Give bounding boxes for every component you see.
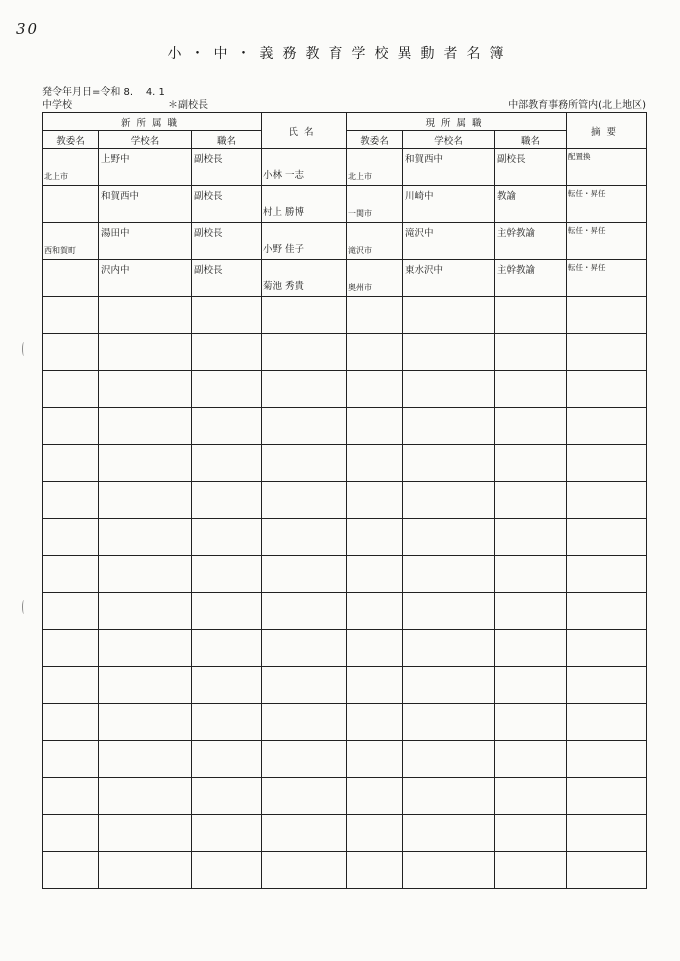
empty-cell xyxy=(567,630,647,667)
empty-cell xyxy=(99,667,192,704)
new-post: 副校長 xyxy=(194,154,223,165)
empty-cell xyxy=(403,815,495,852)
empty-cell xyxy=(262,371,347,408)
empty-cell xyxy=(262,704,347,741)
table-row xyxy=(43,186,647,223)
empty-table-row xyxy=(43,371,647,408)
empty-cell xyxy=(347,741,403,778)
empty-cell xyxy=(262,852,347,889)
empty-cell xyxy=(403,445,495,482)
scan-mark xyxy=(22,600,26,614)
person-name: 村上 勝博 xyxy=(263,207,305,218)
empty-cell xyxy=(192,593,262,630)
current-board: 奥州市 xyxy=(348,283,373,292)
empty-cell xyxy=(495,556,567,593)
empty-table-row xyxy=(43,815,647,852)
name-header: 氏名 xyxy=(262,113,347,149)
table-row xyxy=(43,149,647,186)
empty-cell xyxy=(347,408,403,445)
empty-cell xyxy=(403,408,495,445)
empty-cell xyxy=(192,741,262,778)
new-school-header: 学校名 xyxy=(99,131,192,149)
empty-cell xyxy=(567,519,647,556)
empty-cell xyxy=(495,630,567,667)
empty-cell xyxy=(403,519,495,556)
empty-table-row xyxy=(43,852,647,889)
office-label: 中部教育事務所管内(北上地区) xyxy=(508,100,646,111)
empty-cell xyxy=(43,334,99,371)
issue-date: 発令年月日=令和 8. 4. 1 xyxy=(42,87,165,98)
empty-cell xyxy=(347,704,403,741)
empty-cell xyxy=(192,371,262,408)
empty-cell xyxy=(192,815,262,852)
empty-cell xyxy=(192,519,262,556)
empty-cell xyxy=(99,778,192,815)
empty-cell xyxy=(43,778,99,815)
empty-cell xyxy=(43,482,99,519)
empty-cell xyxy=(99,482,192,519)
current-post: 主幹教諭 xyxy=(497,265,536,276)
empty-table-row xyxy=(43,778,647,815)
empty-cell xyxy=(99,630,192,667)
empty-cell xyxy=(567,667,647,704)
new-post-header: 職名 xyxy=(192,131,262,149)
empty-cell xyxy=(567,704,647,741)
empty-cell xyxy=(43,297,99,334)
empty-table-row xyxy=(43,334,647,371)
empty-cell xyxy=(495,852,567,889)
current-school: 川崎中 xyxy=(405,191,434,202)
empty-table-row xyxy=(43,297,647,334)
empty-table-row xyxy=(43,408,647,445)
empty-cell xyxy=(192,852,262,889)
new-school: 湯田中 xyxy=(101,228,130,239)
empty-table-row xyxy=(43,593,647,630)
current-post: 教諭 xyxy=(497,191,517,202)
empty-cell xyxy=(567,371,647,408)
empty-cell xyxy=(347,519,403,556)
empty-cell xyxy=(567,778,647,815)
empty-cell xyxy=(495,334,567,371)
new-post: 副校長 xyxy=(194,265,223,276)
empty-cell xyxy=(567,741,647,778)
table-row xyxy=(43,223,647,260)
table-row xyxy=(43,260,647,297)
scan-mark xyxy=(22,342,26,356)
empty-cell xyxy=(567,593,647,630)
current-post: 主幹教諭 xyxy=(497,228,536,239)
empty-cell xyxy=(403,630,495,667)
empty-cell xyxy=(347,815,403,852)
empty-table-row xyxy=(43,482,647,519)
empty-cell xyxy=(567,408,647,445)
empty-cell xyxy=(262,556,347,593)
empty-cell xyxy=(192,482,262,519)
new-board: 西和賀町 xyxy=(44,246,76,255)
school-level: 中学校 xyxy=(42,100,72,111)
empty-cell xyxy=(495,667,567,704)
current-school-header: 学校名 xyxy=(403,131,495,149)
new-school: 沢内中 xyxy=(101,265,130,276)
empty-cell xyxy=(403,741,495,778)
empty-table-row xyxy=(43,741,647,778)
empty-cell xyxy=(567,297,647,334)
empty-cell xyxy=(192,704,262,741)
remarks: 転任・昇任 xyxy=(568,189,606,198)
empty-cell xyxy=(192,334,262,371)
empty-cell xyxy=(192,778,262,815)
person-name: 小林 一志 xyxy=(263,170,305,181)
empty-cell xyxy=(567,815,647,852)
empty-cell xyxy=(262,297,347,334)
empty-table-row xyxy=(43,704,647,741)
empty-cell xyxy=(99,297,192,334)
empty-cell xyxy=(347,334,403,371)
empty-cell xyxy=(495,519,567,556)
empty-cell xyxy=(347,297,403,334)
remarks: 転任・昇任 xyxy=(568,263,606,272)
empty-table-row xyxy=(43,519,647,556)
empty-cell xyxy=(99,815,192,852)
page-number: 30 xyxy=(16,20,40,38)
empty-cell xyxy=(567,852,647,889)
empty-cell xyxy=(347,667,403,704)
empty-cell xyxy=(567,445,647,482)
empty-cell xyxy=(495,445,567,482)
empty-cell xyxy=(403,482,495,519)
remarks: 転任・昇任 xyxy=(568,226,606,235)
empty-cell xyxy=(495,593,567,630)
empty-cell xyxy=(403,778,495,815)
empty-cell xyxy=(403,556,495,593)
current-board: 滝沢市 xyxy=(348,246,373,255)
position-label: ＊副校長 xyxy=(168,100,208,111)
empty-cell xyxy=(262,778,347,815)
empty-cell xyxy=(347,778,403,815)
empty-cell xyxy=(192,297,262,334)
empty-cell xyxy=(262,593,347,630)
empty-cell xyxy=(347,630,403,667)
empty-cell xyxy=(403,297,495,334)
empty-cell xyxy=(43,371,99,408)
empty-cell xyxy=(403,667,495,704)
empty-cell xyxy=(99,593,192,630)
empty-cell xyxy=(495,815,567,852)
empty-cell xyxy=(495,371,567,408)
empty-cell xyxy=(403,593,495,630)
empty-cell xyxy=(495,778,567,815)
empty-cell xyxy=(43,593,99,630)
empty-cell xyxy=(192,408,262,445)
empty-table-row xyxy=(43,445,647,482)
empty-cell xyxy=(567,334,647,371)
empty-cell xyxy=(43,852,99,889)
empty-table-row xyxy=(43,556,647,593)
empty-cell xyxy=(192,445,262,482)
empty-cell xyxy=(43,445,99,482)
empty-cell xyxy=(347,556,403,593)
person-name: 小野 佳子 xyxy=(263,244,305,255)
empty-cell xyxy=(43,519,99,556)
empty-cell xyxy=(99,852,192,889)
remarks-header: 摘要 xyxy=(567,113,647,149)
new-board-header: 教委名 xyxy=(43,131,99,149)
new-affiliation-header: 新所属職 xyxy=(43,113,262,131)
current-board-header: 教委名 xyxy=(347,131,403,149)
empty-cell xyxy=(43,667,99,704)
empty-cell xyxy=(347,482,403,519)
empty-cell xyxy=(43,704,99,741)
empty-cell xyxy=(262,815,347,852)
current-affiliation-header: 現所属職 xyxy=(347,113,567,131)
empty-cell xyxy=(347,852,403,889)
person-name: 菊池 秀貴 xyxy=(263,281,305,292)
current-board: 北上市 xyxy=(348,172,373,181)
new-post: 副校長 xyxy=(194,228,223,239)
empty-cell xyxy=(99,408,192,445)
empty-cell xyxy=(99,371,192,408)
empty-cell xyxy=(495,741,567,778)
empty-cell xyxy=(99,519,192,556)
empty-cell xyxy=(262,445,347,482)
empty-table-row xyxy=(43,667,647,704)
current-post: 副校長 xyxy=(497,154,526,165)
empty-cell xyxy=(43,741,99,778)
empty-cell xyxy=(347,593,403,630)
empty-cell xyxy=(99,704,192,741)
empty-cell xyxy=(43,630,99,667)
empty-table-row xyxy=(43,630,647,667)
remarks: 配置換 xyxy=(568,152,591,161)
empty-cell xyxy=(192,556,262,593)
empty-cell xyxy=(43,408,99,445)
empty-cell xyxy=(495,297,567,334)
empty-cell xyxy=(347,445,403,482)
empty-cell xyxy=(99,741,192,778)
empty-cell xyxy=(262,519,347,556)
empty-cell xyxy=(403,852,495,889)
empty-cell xyxy=(403,334,495,371)
current-school: 和賀西中 xyxy=(405,154,444,165)
empty-cell xyxy=(495,408,567,445)
new-school: 和賀西中 xyxy=(101,191,140,202)
empty-cell xyxy=(495,482,567,519)
empty-cell xyxy=(495,704,567,741)
empty-cell xyxy=(192,630,262,667)
empty-cell xyxy=(43,815,99,852)
empty-cell xyxy=(567,482,647,519)
empty-cell xyxy=(262,408,347,445)
current-school: 東水沢中 xyxy=(405,265,444,276)
current-post-header: 職名 xyxy=(495,131,567,149)
empty-cell xyxy=(262,741,347,778)
empty-cell xyxy=(99,334,192,371)
empty-cell xyxy=(262,667,347,704)
empty-cell xyxy=(99,556,192,593)
empty-cell xyxy=(347,371,403,408)
new-post: 副校長 xyxy=(194,191,223,202)
new-school: 上野中 xyxy=(101,154,130,165)
current-school: 滝沢中 xyxy=(405,228,434,239)
current-board: 一関市 xyxy=(348,209,373,218)
roster-table xyxy=(42,112,647,889)
empty-cell xyxy=(43,556,99,593)
empty-cell xyxy=(403,371,495,408)
empty-cell xyxy=(262,630,347,667)
empty-cell xyxy=(567,556,647,593)
empty-cell xyxy=(192,667,262,704)
new-board: 北上市 xyxy=(44,172,68,181)
empty-cell xyxy=(262,334,347,371)
empty-cell xyxy=(99,445,192,482)
document-title: 小・中・義務教育学校異動者名簿 xyxy=(167,46,513,62)
empty-cell xyxy=(262,482,347,519)
empty-cell xyxy=(403,704,495,741)
